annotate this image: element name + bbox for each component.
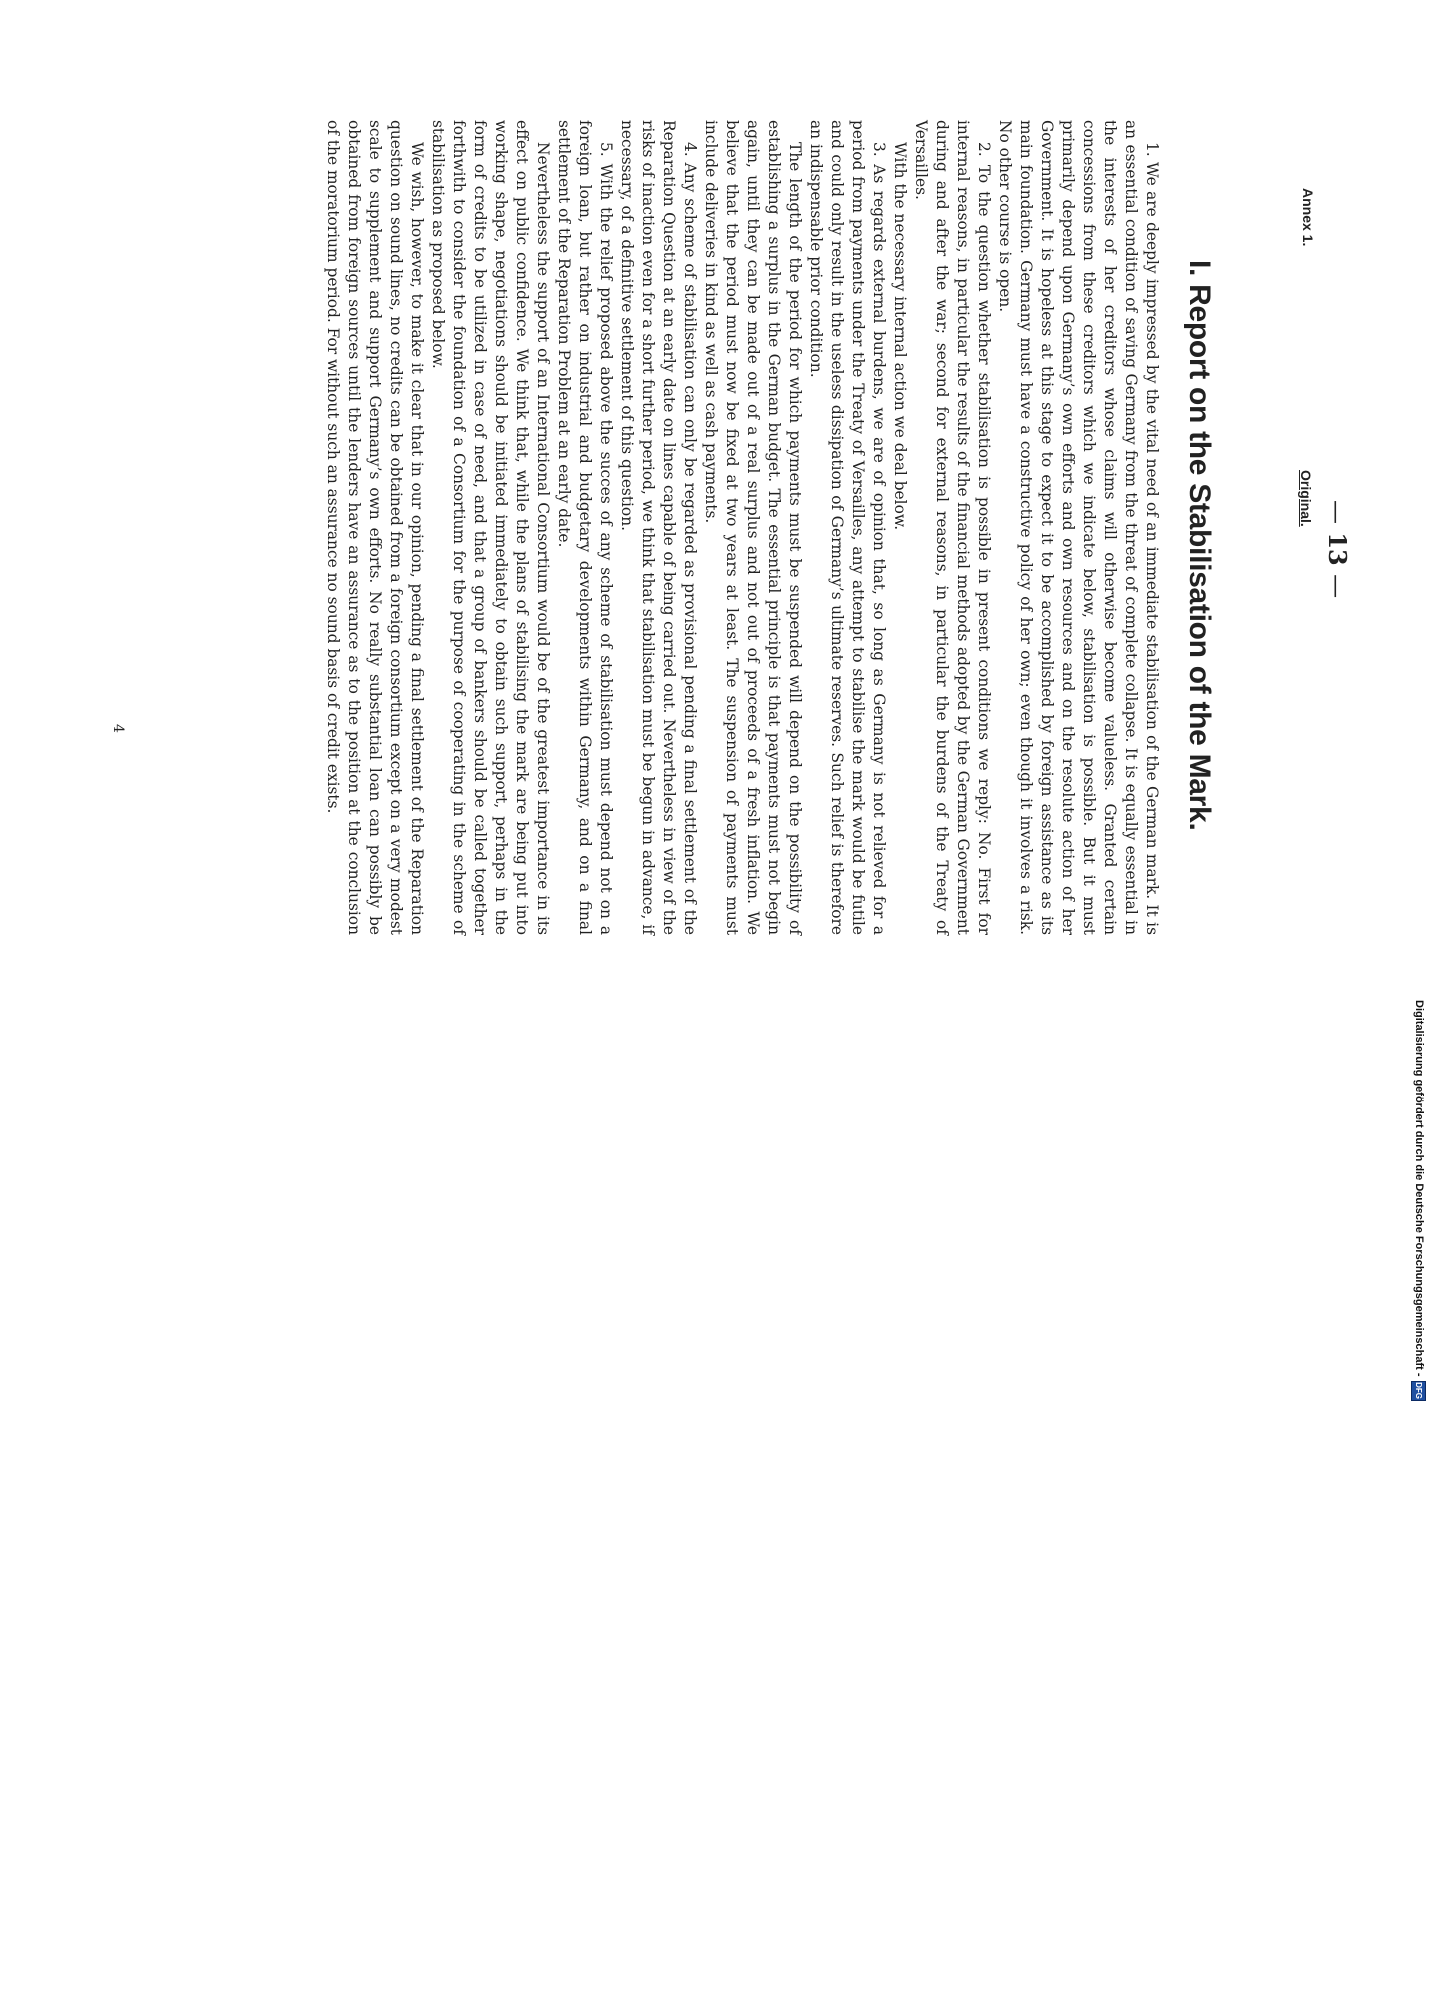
- dfg-logo-icon: DFG: [1412, 1381, 1427, 1401]
- header-page-number: [1323, 500, 1352, 598]
- document-title: I. Report on the Stabilisation of the Mark.: [1183, 260, 1216, 831]
- credit-text: Digitalisierung gefördert durch die Deutsche Forschungsgemeinschaft -: [1413, 1000, 1425, 1377]
- paragraph-1: 1. We are deeply impressed by the vital need of an immediate stabilisation of the German mark. It is an essential condition of saving Germany from the threat of complete collapse. It is equally essential in the interests of her creditors whose claims will otherwise become valueless. Granted certain concessions from these creditors which we indicate below, stabilisation is possible. But it must primarily depend upon Germany’s own efforts and own resources and on the resolute action of her Government. It is hopeless at this stage to expect it to be accomplished by foreign assistance as its main foundation. Germany must have a constructive policy of her own; even though it involves a risk. No other course is open.: [996, 120, 1161, 935]
- annex-label: Annex 1.: [1300, 188, 1316, 247]
- header-dash-right: —: [1323, 574, 1351, 599]
- footer-page-number: 4: [110, 724, 126, 733]
- header-dash-left: —: [1323, 500, 1351, 524]
- paragraph-5: The length of the period for which payments must be suspended will depend on the possibility of establishing a surplus in the German budget. The essential principle is that payments must not begin again, until they can be made out of a real surplus and not out of proceeds of a fresh inflation. We believe that the period must now be fixed at two years at least. The suspension of payments must include deliveries in kind as well as cash payments.: [702, 120, 804, 935]
- paragraph-8: Nevertheless the support of an International Consortium would be of the greatest importance in its effect on public confidence. We think that, while the plans of stabilising the mark are being put into working shape, negotiations should be initiated immediately to obtain such support, perhaps in the form of credits to be utilized in case of need, and that a group of bankers should be called together forthwith to consider the foundation of a Consortium for the purpose of cooperating in the scheme of stabilisation as proposed below.: [429, 120, 552, 935]
- page-number-label: 13: [1323, 532, 1352, 566]
- digitization-credit: [1410, 1000, 1428, 1990]
- paragraph-2: 2. To the question whether stabilisation is possible in present conditions we reply: No. First for internal reasons, in particular the results of the financial methods adopted by the German Government during and after the war; second for external reasons, in particular the burdens of the Treaty of Versailles.: [912, 120, 993, 935]
- original-label: Original.: [1298, 470, 1314, 527]
- document-body: [322, 120, 1162, 935]
- paragraph-9: We wish, however, to make it clear that in our opinion, pending a final settlement of the Reparation question on sound lines, no credits can be obtained from a foreign consortium except on a very modest scale to supplement and support Germany’s own efforts. No really substantial loan can possibly be obtained from foreign sources until the lenders have an assurance as to the position at the conclusion of the moratorium period. For without such an assurance no sound basis of credit exists.: [324, 120, 426, 935]
- paragraph-3: With the necessary internal action we deal below.: [891, 142, 909, 531]
- paragraph-6: 4. Any scheme of stabilisation can only be regarded as provisional pending a final settlement of the Reparation Question at an early date on lines capable of being carried out. Nevertheless in view of the risks of inaction even for a short further period, we think that stabilisation must be begun in advance, if necessary, of a definitive settlement of this question.: [618, 120, 699, 935]
- paragraph-7: 5. With the relief proposed above the succes of any scheme of stabilisation must depend not on a foreign loan, but rather on industrial and budgetary developments within Germany, and on a final settlement of the Reparation Problem at an early date.: [555, 120, 615, 935]
- paragraph-4: 3. As regards external burdens, we are of opinion that, so long as Germany is not relieved for a period from payments under the Treaty of Versailles, any attempt to stabilise the mark would be futile and could only result in the useless dissipation of Germany’s ultimate reserves. Such relief is therefore an indispensable prior condition.: [807, 120, 888, 935]
